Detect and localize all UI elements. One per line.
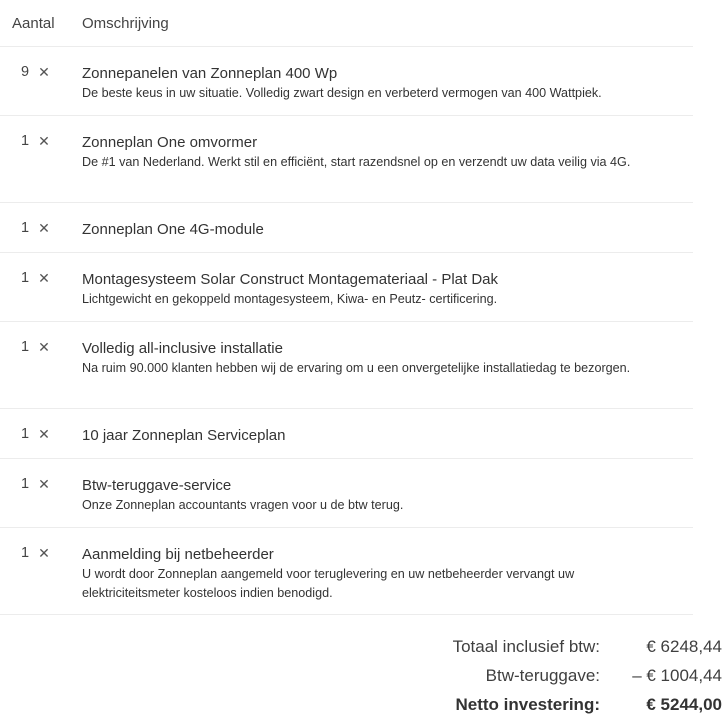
description-cell — [82, 133, 693, 202]
quantity-value: 1 — [21, 339, 30, 355]
item-title: 10 jaar Zonneplan Serviceplan — [82, 427, 286, 444]
quantity-value: 9 — [21, 64, 30, 80]
quantity-value: 1 — [21, 133, 30, 149]
quantity-value: 1 — [21, 220, 30, 236]
times-icon: ✕ — [38, 133, 50, 149]
times-icon: ✕ — [38, 64, 50, 80]
description-cell — [82, 64, 693, 115]
quantity-value: 1 — [21, 270, 30, 286]
total-label: Totaal inclusief btw: — [452, 636, 600, 656]
item-subtitle: Onze Zonneplan accountants vragen voor u de btw terug. — [82, 498, 404, 512]
item-title: Volledig all-inclusive installatie — [82, 340, 283, 357]
quantity-cell — [0, 545, 82, 614]
item-title: Aanmelding bij netbeheerder — [82, 546, 274, 563]
quantity-cell — [0, 426, 82, 458]
vat-refund-line — [362, 661, 722, 690]
times-icon: ✕ — [38, 270, 50, 286]
quantity-cell — [0, 270, 82, 321]
item-title: Btw-teruggave-service — [82, 477, 232, 494]
quantity-value: 1 — [21, 545, 30, 561]
item-title: Montagesysteem Solar Construct Montagemateriaal - Plat Dak — [82, 271, 499, 288]
times-icon: ✕ — [38, 426, 50, 442]
total-value: € 6248,44 — [646, 636, 722, 656]
description-cell — [82, 220, 693, 252]
table-row — [0, 116, 693, 203]
item-title: Zonneplan One omvormer — [82, 134, 258, 151]
description-cell — [82, 426, 693, 458]
item-title: Zonnepanelen van Zonneplan 400 Wp — [82, 65, 338, 82]
item-subtitle: Lichtgewicht en gekoppeld montagesysteem, Kiwa- en Peutz- certificering. — [82, 292, 498, 306]
total-incl-vat-line — [362, 632, 722, 661]
net-value: € 5244,00 — [646, 694, 722, 714]
quantity-cell — [0, 476, 82, 527]
quantity-cell — [0, 339, 82, 408]
refund-value: – € 1004,44 — [632, 665, 722, 685]
table-row — [0, 253, 693, 322]
table-row — [0, 203, 693, 253]
net-label: Netto investering: — [455, 694, 600, 714]
description-cell — [82, 270, 693, 321]
table-row — [0, 459, 693, 528]
item-subtitle: De beste keus in uw situatie. Volledig zwart design en verbeterd vermogen van 400 Wattpiek. — [82, 86, 602, 100]
table-body — [0, 47, 693, 615]
table-row — [0, 528, 693, 615]
times-icon: ✕ — [38, 220, 50, 236]
item-subtitle: De #1 van Nederland. Werkt stil en efficiënt, start razendsnel op en verzendt uw data veilig via 4G. — [82, 155, 631, 169]
header-description: Omschrijving — [82, 14, 169, 32]
times-icon: ✕ — [38, 339, 50, 355]
table-row — [0, 409, 693, 459]
table-row — [0, 47, 693, 116]
table-header — [0, 0, 693, 47]
times-icon: ✕ — [38, 545, 50, 561]
quantity-value: 1 — [21, 476, 30, 492]
times-icon: ✕ — [38, 476, 50, 492]
item-title: Zonneplan One 4G-module — [82, 221, 264, 238]
quantity-cell — [0, 64, 82, 115]
totals-summary — [362, 632, 722, 719]
description-cell — [82, 476, 693, 527]
net-investment-line — [362, 690, 722, 719]
description-cell — [82, 545, 693, 614]
refund-label: Btw-teruggave: — [485, 665, 600, 685]
table-row — [0, 322, 693, 409]
item-subtitle: Na ruim 90.000 klanten hebben wij de ervaring om u een onvergetelijke installatiedag te bezorgen. — [82, 361, 631, 375]
header-quantity: Aantal — [12, 14, 55, 32]
quantity-value: 1 — [21, 426, 30, 442]
quantity-cell — [0, 133, 82, 202]
item-subtitle: U wordt door Zonneplan aangemeld voor teruglevering en uw netbeheerder vervangt uw elektriciteitsmeter kosteloos indien benodigd. — [82, 567, 575, 600]
description-cell — [82, 339, 693, 408]
quantity-cell — [0, 220, 82, 252]
